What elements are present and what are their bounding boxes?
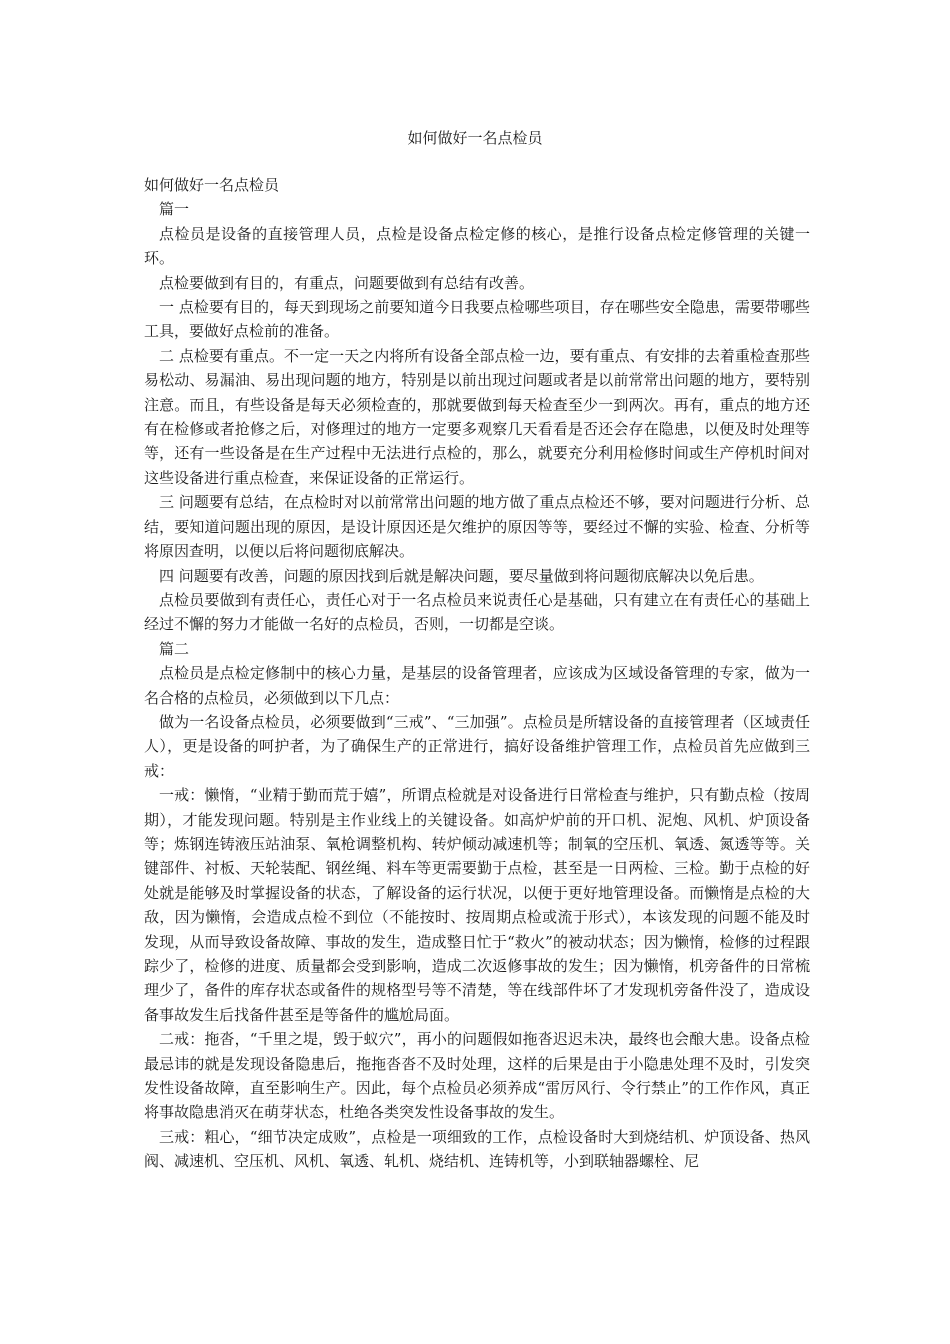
- paragraph: 点检员要做到有责任心，责任心对于一名点检员来说责任心是基础，只有建立在有责任心的基础上经过不懈的努力才能做一名好的点检员，否则，一切都是空谈。: [144, 590, 810, 634]
- document-body: [144, 173, 810, 1174]
- paragraph: 篇二: [159, 639, 190, 658]
- paragraph: 三 问题要有总结，在点检时对以前常常出问题的地方做了重点点检还不够，要对问题进行分析、总结，要知道问题出现的原因，是设计原因还是欠维护的原因等等，要经过不懈的实验、检查、分析等将原因查明，以便以后将问题彻底解决。: [144, 493, 810, 561]
- paragraph: 一 点检要有目的，每天到现场之前要知道今日我要点检哪些项目，存在哪些安全隐患，需要带哪些工具，要做好点检前的准备。: [144, 298, 810, 341]
- paragraph: 二 点检要有重点。不一定一天之内将所有设备全部点检一边，要有重点、有安排的去着重检查那些易松动、易漏油、易出现问题的地方，特别是以前出现过问题或者是以前常常出问题的地方，要特别注意。而且，有些设备是每天必须检查的，那就要做到每天检查至少一到两次。再有，重点的地方还有在检修或者抢修之后，对修理过的地方一定要多观察几天看看是否还会存在隐患，以便及时处理等等，还有一些设备是在生产过程中无法进行点检的，那么，就要充分利用检修时间或生产停机时间对这些设备进行重点检查，来保证设备的正常运行。: [144, 346, 810, 487]
- paragraph: 点检要做到有目的，有重点，问题要做到有总结有改善。: [159, 273, 535, 292]
- paragraph: 三戒：粗心，“细节决定成败”，点检是一项细致的工作，点检设备时大到烧结机、炉顶设备、热风阀、减速机、空压机、风机、氧透、轧机、烧结机、连铸机等，小到联轴器螺栓、尼: [144, 1127, 810, 1171]
- paragraph: 二戒：拖沓，“千里之堤，毁于蚁穴”，再小的问题假如拖沓迟迟未决，最终也会酿大患。设备点检最忌讳的就是发现设备隐患后，拖拖沓沓不及时处理，这样的后果是由于小隐患处理不及时，引发突发性设备故障，直至影响生产。因此，每个点检员必须养成“雷厉风行、令行禁止”的工作作风，真正将事故隐患消灭在萌芽状态，杜绝各类突发性设备事故的发生。: [144, 1030, 810, 1122]
- document-subtitle: 如何做好一名点检员: [144, 176, 280, 194]
- paragraph: 四 问题要有改善，问题的原因找到后就是解决问题，要尽量做到将问题彻底解决以免后患。: [159, 566, 764, 585]
- paragraph: 一戒：懒惰，“业精于勤而荒于嬉”，所谓点检就是对设备进行日常检查与维护，只有勤点检（按周期），才能发现问题。特别是主作业线上的关键设备。如高炉炉前的开口机、泥炮、风机、炉顶设备等；炼钢连铸液压站油泵、氧枪调整机构、转炉倾动减速机等；制氧的空压机、氧透、氮透等等。关键部件、衬板、天轮装配、钢丝绳、料车等更需要勤于点检，甚至是一日两检、三检。勤于点检的好处就是能够及时掌握设备的状态，了解设备的运行状况，以便于更好地管理设备。而懒惰是点检的大敌，因为懒惰，会造成点检不到位（不能按时、按周期点检或流于形式），本该发现的问题不能及时发现，从而导致设备故障、事故的发生，造成整日忙于“救火”的被动状态；因为懒惰，检修的过程跟踪少了，检修的进度、质量都会受到影响，造成二次返修事故的发生；因为懒惰，机旁备件的日常梳理少了，备件的库存状态或备件的规格型号等不清楚，等在线部件坏了才发现机旁备件没了，造成设备事故发生后找备件甚至是等备件的尴尬局面。: [144, 786, 810, 1024]
- document-title: 如何做好一名点检员: [407, 129, 543, 147]
- paragraph: 点检员是点检定修制中的核心力量，是基层的设备管理者，应该成为区域设备管理的专家，做为一名合格的点检员，必须做到以下几点：: [144, 664, 810, 707]
- paragraph: 做为一名设备点检员，必须要做到“三戒”、“三加强”。点检员是所辖设备的直接管理者（区域责任人），更是设备的呵护者，为了确保生产的正常进行，搞好设备维护管理工作，点检员首先应做到三戒：: [144, 712, 810, 780]
- paragraph: 点检员是设备的直接管理人员，点检是设备点检定修的核心，是推行设备点检定修管理的关键一环。: [144, 224, 810, 268]
- paragraph: 篇一: [159, 200, 190, 219]
